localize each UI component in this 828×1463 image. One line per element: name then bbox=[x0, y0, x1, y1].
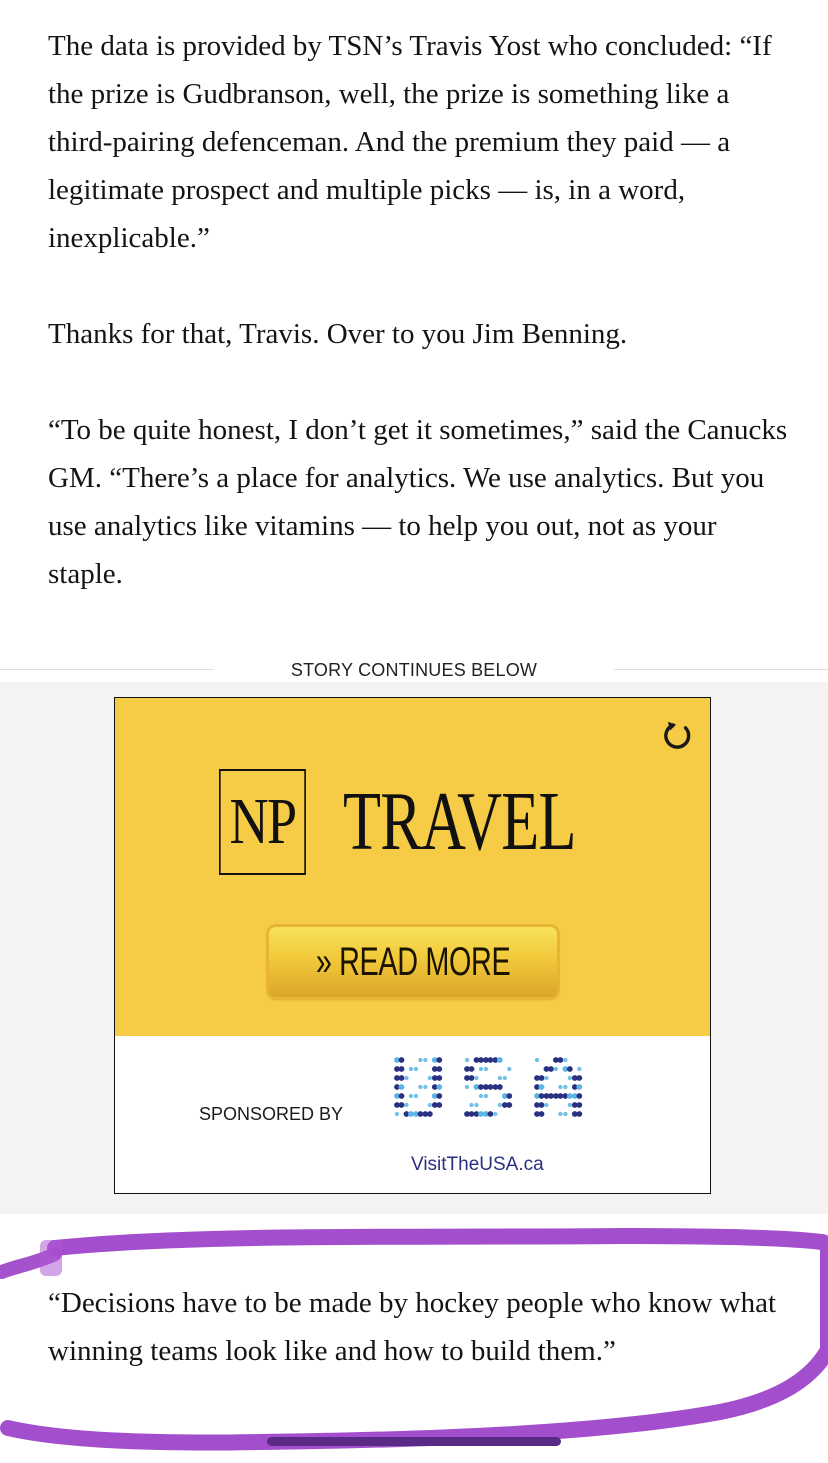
np-logo-text: NP bbox=[229, 785, 296, 858]
article-paragraph: Thanks for that, Travis. Over to you Jim Benning. bbox=[48, 318, 628, 350]
home-indicator[interactable] bbox=[267, 1437, 561, 1446]
travel-logo-text: TRAVEL bbox=[343, 775, 576, 868]
replay-icon[interactable] bbox=[658, 716, 696, 754]
sponsored-by-label: SPONSORED BY bbox=[199, 1104, 344, 1124]
article-paragraph: The data is provided by TSN’s Travis Yost who concluded: “If the prize is Gudbranson, well, the prize is something like a third-pairing defenceman. And the premium they paid — a legitimate prospect and multiple picks — is, in a word, inexplicable.” bbox=[48, 30, 772, 254]
divider-line bbox=[614, 669, 828, 670]
read-more-button[interactable] bbox=[269, 927, 557, 997]
story-continues-divider bbox=[0, 656, 828, 684]
article-paragraph-highlighted: “Decisions have to be made by hockey people who know what winning teams look like and how to build them.” bbox=[48, 1287, 777, 1367]
visit-the-usa-url: VisitTheUSA.ca bbox=[411, 1154, 544, 1175]
divider-label: STORY CONTINUES BELOW bbox=[290, 660, 538, 680]
np-logo-box bbox=[219, 769, 306, 875]
np-travel-logo bbox=[219, 766, 657, 878]
read-more-label: » READ MORE bbox=[315, 939, 511, 984]
article-paragraph: “To be quite honest, I don’t get it sometimes,” said the Canucks GM. “There’s a place for analytics. We use analytics. But you use analytics like vitamins — to help you out, not as your staple. bbox=[48, 414, 788, 590]
np-travel-ad[interactable] bbox=[114, 697, 711, 1194]
